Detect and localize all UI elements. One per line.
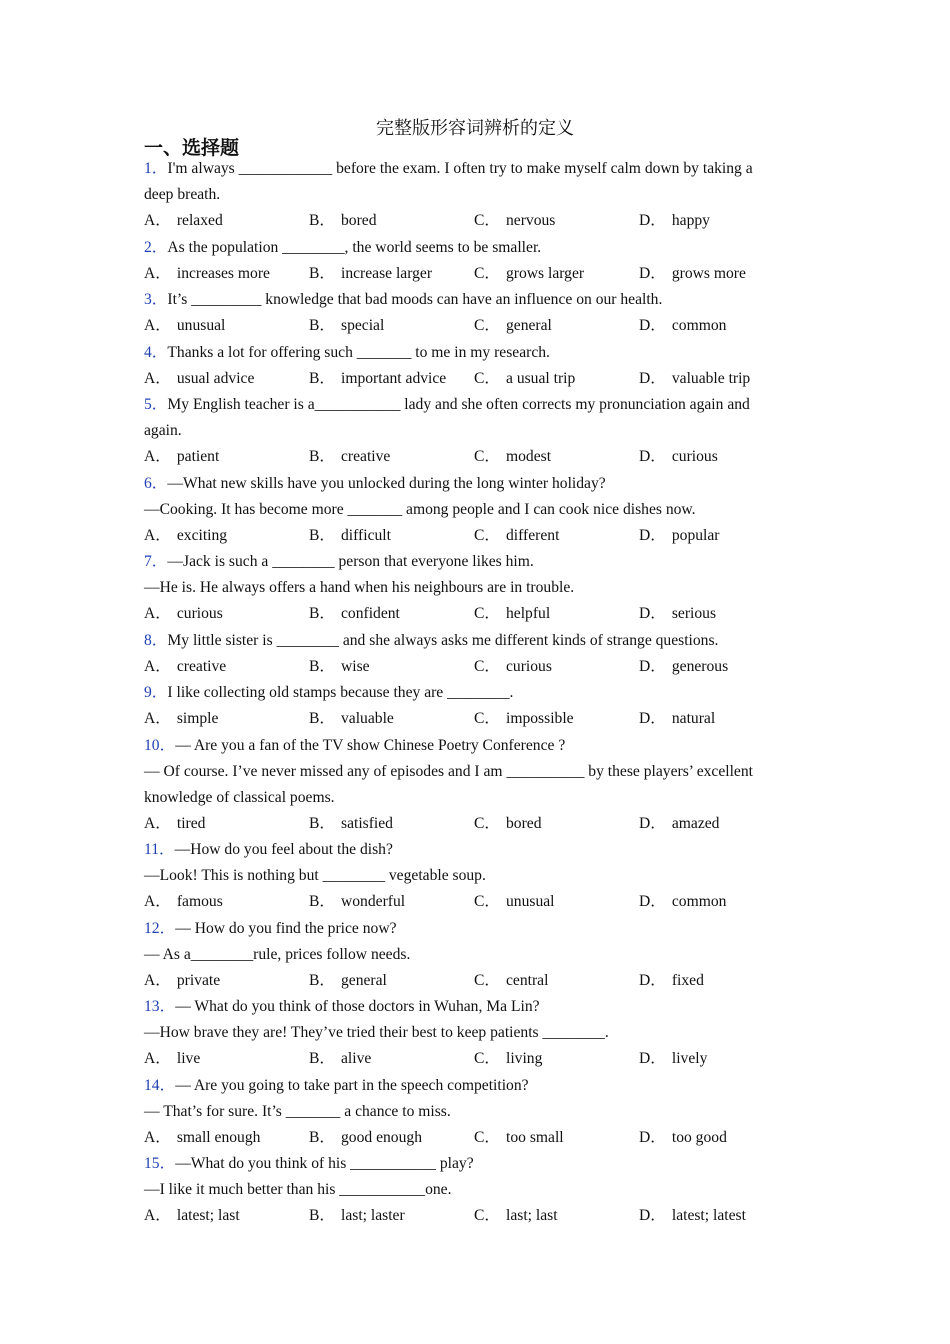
question-text: deep breath.: [144, 186, 221, 203]
question-stem-continued: [144, 785, 804, 811]
answer-options: [144, 523, 804, 550]
question-stem: [144, 549, 804, 575]
answer-option: [144, 1125, 309, 1152]
option-text: living: [506, 1050, 543, 1067]
question-block: [144, 471, 804, 550]
option-letter: C．: [474, 657, 500, 675]
option-text: nervous: [506, 212, 556, 229]
question-text: — Are you going to take part in the speech competition?: [175, 1076, 529, 1094]
question-text: Thanks a lot for offering such _______ to me in my research.: [167, 343, 550, 361]
question-number: 3．: [144, 291, 168, 308]
answer-option: [639, 811, 804, 838]
answer-option: [144, 1046, 309, 1073]
option-letter: C．: [474, 526, 500, 544]
option-text: impossible: [506, 710, 574, 727]
option-text: curious: [506, 657, 552, 675]
answer-option: [639, 706, 804, 733]
question-block: [144, 156, 804, 235]
option-text: too small: [506, 1128, 564, 1146]
answer-option: [639, 208, 804, 235]
question-text: I'm always ____________ before the exam. I often try to make myself calm down by taking a: [167, 160, 753, 177]
option-text: tired: [176, 814, 206, 832]
option-letter: D．: [639, 710, 666, 727]
question-stem-continued: [144, 418, 804, 444]
question-text: — That’s for sure. It’s _______ a chance to miss.: [144, 1102, 451, 1120]
answer-option: [309, 1125, 474, 1152]
option-text: popular: [671, 526, 720, 544]
answer-option: [474, 261, 639, 288]
option-text: small enough: [176, 1128, 261, 1146]
answer-option: [309, 313, 474, 340]
option-text: curious: [671, 448, 718, 465]
question-stem: [144, 235, 804, 261]
option-text: simple: [176, 710, 219, 727]
question-text: I like collecting old stamps because they are ________.: [167, 684, 514, 701]
question-block: [144, 680, 804, 733]
answer-option: [639, 523, 804, 550]
question-number: 12．: [144, 919, 176, 937]
answer-options: [144, 313, 804, 340]
answer-option: [639, 261, 804, 288]
option-letter: C．: [474, 814, 500, 832]
question-number: 14．: [144, 1076, 176, 1094]
option-letter: A．: [144, 1207, 171, 1224]
option-letter: D．: [639, 264, 666, 282]
question-text: —What do you think of his ___________ play?: [175, 1155, 474, 1172]
answer-options: [144, 968, 804, 995]
answer-option: [144, 811, 309, 838]
question-stem-continued: [144, 1099, 804, 1125]
question-stem: [144, 733, 804, 759]
option-text: wise: [341, 657, 370, 675]
option-text: creative: [341, 448, 391, 465]
answer-option: [474, 1046, 639, 1073]
option-text: common: [671, 317, 727, 334]
option-letter: D．: [639, 369, 666, 387]
option-letter: C．: [474, 212, 500, 229]
answer-option: [309, 366, 474, 393]
option-letter: A．: [144, 448, 171, 465]
option-letter: C．: [474, 971, 500, 989]
question-block: [144, 628, 804, 681]
answer-option: [144, 601, 309, 628]
answer-options: [144, 444, 804, 471]
question-number: 15．: [144, 1155, 176, 1172]
question-number: 6．: [144, 474, 168, 492]
option-text: special: [341, 317, 385, 334]
answer-option: [474, 706, 639, 733]
option-letter: B．: [309, 1128, 335, 1146]
page-title: 完整版形容词辨析的定义: [376, 118, 574, 138]
option-text: important advice: [341, 369, 447, 387]
question-number: 7．: [144, 553, 168, 570]
answer-option: [144, 968, 309, 995]
option-letter: A．: [144, 814, 171, 832]
option-text: general: [341, 971, 387, 989]
option-letter: A．: [144, 317, 171, 334]
option-letter: B．: [309, 971, 335, 989]
option-letter: A．: [144, 1050, 171, 1067]
answer-option: [639, 601, 804, 628]
option-text: central: [506, 971, 549, 989]
question-text: — How do you find the price now?: [175, 919, 397, 937]
answer-option: [474, 523, 639, 550]
option-text: bored: [506, 814, 542, 832]
answer-option: [639, 444, 804, 471]
answer-option: [474, 601, 639, 628]
option-text: helpful: [506, 605, 551, 622]
answer-option: [639, 1203, 804, 1230]
option-letter: D．: [639, 526, 666, 544]
question-list: [144, 156, 804, 1230]
option-letter: D．: [639, 605, 666, 622]
option-text: patient: [176, 448, 220, 465]
option-text: too good: [671, 1128, 727, 1146]
question-block: [144, 1151, 804, 1230]
option-letter: C．: [474, 264, 500, 282]
option-letter: D．: [639, 1128, 666, 1146]
question-block: [144, 340, 804, 393]
question-text: knowledge of classical poems.: [144, 788, 335, 806]
question-text: —Jack is such a ________ person that everyone likes him.: [167, 553, 534, 570]
answer-option: [309, 208, 474, 235]
answer-option: [144, 366, 309, 393]
option-letter: C．: [474, 369, 500, 387]
answer-option: [144, 444, 309, 471]
answer-options: [144, 889, 804, 916]
option-letter: A．: [144, 605, 171, 622]
question-stem-continued: [144, 942, 804, 968]
question-stem-continued: [144, 1177, 804, 1203]
option-letter: B．: [309, 893, 335, 910]
option-letter: B．: [309, 710, 335, 727]
question-stem: [144, 916, 804, 942]
option-letter: B．: [309, 1207, 335, 1224]
answer-option: [309, 523, 474, 550]
question-stem-continued: [144, 759, 804, 785]
option-text: bored: [341, 212, 377, 229]
option-text: common: [671, 893, 727, 910]
answer-options: [144, 1125, 804, 1152]
option-letter: B．: [309, 369, 335, 387]
option-letter: A．: [144, 264, 171, 282]
answer-option: [474, 444, 639, 471]
answer-option: [144, 261, 309, 288]
option-text: increases more: [176, 264, 270, 282]
question-number: 5．: [144, 396, 168, 413]
option-text: valuable: [341, 710, 394, 727]
option-letter: B．: [309, 814, 335, 832]
option-text: famous: [176, 893, 223, 910]
question-text: —Cooking. It has become more _______ among people and I can cook nice dishes now.: [144, 500, 696, 518]
option-letter: A．: [144, 212, 171, 229]
question-text: My English teacher is a___________ lady and she often corrects my pronunciation again and: [167, 396, 750, 413]
answer-option: [474, 208, 639, 235]
answer-option: [144, 654, 309, 681]
question-stem-continued: [144, 497, 804, 523]
answer-option: [639, 968, 804, 995]
question-stem-continued: [144, 863, 804, 889]
option-letter: B．: [309, 526, 335, 544]
answer-option: [144, 706, 309, 733]
question-block: [144, 392, 804, 471]
option-letter: D．: [639, 212, 666, 229]
option-letter: D．: [639, 448, 666, 465]
question-text: —How do you feel about the dish?: [174, 841, 393, 858]
question-stem: [144, 1151, 804, 1177]
answer-option: [144, 208, 309, 235]
question-stem: [144, 680, 804, 706]
question-stem: [144, 340, 804, 366]
answer-option: [639, 366, 804, 393]
answer-option: [474, 968, 639, 995]
answer-option: [309, 1203, 474, 1230]
question-stem: [144, 837, 804, 863]
option-letter: D．: [639, 893, 666, 910]
question-text: My little sister is ________ and she always asks me different kinds of strange questions.: [167, 631, 719, 649]
option-text: latest; latest: [671, 1207, 746, 1224]
answer-option: [639, 889, 804, 916]
question-block: [144, 733, 804, 838]
option-text: creative: [176, 657, 227, 675]
section-heading: 一、选择题: [144, 138, 240, 159]
question-text: —He is. He always offers a hand when his neighbours are in trouble.: [144, 579, 575, 596]
option-text: lively: [671, 1050, 708, 1067]
question-text: As the population ________, the world seems to be smaller.: [167, 238, 542, 256]
option-letter: C．: [474, 317, 500, 334]
answer-option: [474, 811, 639, 838]
answer-option: [639, 1046, 804, 1073]
question-text: —I like it much better than his ___________one.: [144, 1181, 452, 1198]
answer-option: [474, 1203, 639, 1230]
answer-options: [144, 706, 804, 733]
question-text: — Are you a fan of the TV show Chinese Poetry Conference ?: [175, 736, 566, 754]
option-letter: A．: [144, 657, 171, 675]
answer-option: [474, 654, 639, 681]
answer-option: [309, 968, 474, 995]
option-letter: A．: [144, 971, 171, 989]
option-text: grows more: [671, 264, 746, 282]
option-text: good enough: [341, 1128, 422, 1146]
option-text: unusual: [506, 893, 555, 910]
option-letter: A．: [144, 710, 171, 727]
option-letter: C．: [474, 893, 500, 910]
answer-option: [144, 1203, 309, 1230]
answer-option: [309, 811, 474, 838]
option-text: exciting: [176, 526, 228, 544]
answer-option: [309, 261, 474, 288]
option-text: valuable trip: [671, 369, 751, 387]
question-block: [144, 549, 804, 628]
option-text: last; laster: [341, 1207, 405, 1224]
option-letter: B．: [309, 605, 335, 622]
question-text: —Look! This is nothing but ________ vegetable soup.: [144, 867, 486, 884]
answer-option: [474, 889, 639, 916]
answer-option: [144, 313, 309, 340]
question-stem-continued: [144, 575, 804, 601]
option-text: different: [506, 526, 560, 544]
question-stem: [144, 156, 804, 182]
answer-options: [144, 811, 804, 838]
answer-option: [144, 889, 309, 916]
answer-options: [144, 654, 804, 681]
question-text: — Of course. I’ve never missed any of episodes and I am __________ by these players’ excellent: [144, 762, 753, 780]
question-block: [144, 837, 804, 916]
option-text: wonderful: [341, 893, 406, 910]
answer-options: [144, 208, 804, 235]
option-letter: B．: [309, 317, 335, 334]
answer-option: [474, 313, 639, 340]
answer-option: [474, 1125, 639, 1152]
question-block: [144, 916, 804, 995]
answer-option: [309, 889, 474, 916]
answer-option: [639, 1125, 804, 1152]
question-number: 10．: [144, 736, 176, 754]
option-text: latest; last: [176, 1207, 240, 1224]
question-stem: [144, 471, 804, 497]
question-stem: [144, 994, 804, 1020]
option-letter: C．: [474, 448, 500, 465]
answer-options: [144, 261, 804, 288]
option-text: fixed: [671, 971, 704, 989]
question-text: It’s _________ knowledge that bad moods can have an influence on our health.: [167, 291, 663, 308]
option-letter: A．: [144, 369, 171, 387]
option-letter: A．: [144, 526, 171, 544]
option-letter: C．: [474, 1128, 500, 1146]
question-text: —How brave they are! They’ve tried their best to keep patients ________.: [144, 1024, 609, 1041]
option-text: curious: [176, 605, 223, 622]
option-letter: B．: [309, 1050, 335, 1067]
option-letter: D．: [639, 1207, 666, 1224]
option-letter: B．: [309, 212, 335, 229]
option-letter: A．: [144, 893, 171, 910]
question-text: —What new skills have you unlocked during the long winter holiday?: [167, 474, 606, 492]
question-number: 1．: [144, 160, 168, 177]
question-block: [144, 1073, 804, 1152]
question-text: again.: [144, 422, 182, 439]
option-text: unusual: [176, 317, 226, 334]
question-stem: [144, 1073, 804, 1099]
option-letter: C．: [474, 710, 500, 727]
option-text: private: [176, 971, 221, 989]
option-letter: D．: [639, 657, 666, 675]
option-text: amazed: [671, 814, 720, 832]
option-text: confident: [341, 605, 400, 622]
option-text: difficult: [341, 526, 391, 544]
question-stem: [144, 392, 804, 418]
answer-option: [639, 654, 804, 681]
answer-options: [144, 601, 804, 628]
option-text: serious: [671, 605, 717, 622]
answer-option: [309, 601, 474, 628]
question-number: 9．: [144, 684, 168, 701]
option-text: alive: [341, 1050, 372, 1067]
question-text: — What do you think of those doctors in Wuhan, Ma Lin?: [175, 998, 540, 1015]
option-text: increase larger: [341, 264, 433, 282]
option-text: natural: [671, 710, 716, 727]
option-text: grows larger: [506, 264, 585, 282]
question-text: — As a________rule, prices follow needs.: [144, 945, 411, 963]
question-number: 11．: [144, 841, 175, 858]
option-letter: B．: [309, 264, 335, 282]
answer-option: [144, 523, 309, 550]
answer-options: [144, 1046, 804, 1073]
option-letter: C．: [474, 1207, 500, 1224]
option-text: generous: [671, 657, 729, 675]
question-stem-continued: [144, 182, 804, 208]
question-number: 13．: [144, 998, 176, 1015]
answer-option: [309, 706, 474, 733]
question-block: [144, 994, 804, 1073]
question-stem: [144, 287, 804, 313]
question-block: [144, 235, 804, 288]
option-text: satisfied: [341, 814, 393, 832]
option-letter: B．: [309, 657, 335, 675]
option-text: modest: [506, 448, 552, 465]
answer-options: [144, 366, 804, 393]
option-text: relaxed: [176, 212, 223, 229]
option-letter: C．: [474, 605, 500, 622]
option-letter: D．: [639, 317, 666, 334]
answer-option: [309, 654, 474, 681]
option-letter: D．: [639, 814, 666, 832]
option-letter: B．: [309, 448, 335, 465]
question-number: 8．: [144, 631, 168, 649]
option-text: usual advice: [176, 369, 255, 387]
question-number: 2．: [144, 238, 168, 256]
option-letter: D．: [639, 971, 666, 989]
option-letter: A．: [144, 1128, 171, 1146]
option-text: happy: [671, 212, 710, 229]
answer-options: [144, 1203, 804, 1230]
option-letter: D．: [639, 1050, 666, 1067]
question-stem-continued: [144, 1020, 804, 1046]
question-stem: [144, 628, 804, 654]
answer-option: [639, 313, 804, 340]
option-letter: C．: [474, 1050, 500, 1067]
option-text: last; last: [506, 1207, 558, 1224]
question-block: [144, 287, 804, 340]
answer-option: [309, 1046, 474, 1073]
option-text: a usual trip: [506, 369, 576, 387]
answer-option: [474, 366, 639, 393]
question-number: 4．: [144, 343, 168, 361]
option-text: general: [506, 317, 552, 334]
option-text: live: [176, 1050, 201, 1067]
answer-option: [309, 444, 474, 471]
